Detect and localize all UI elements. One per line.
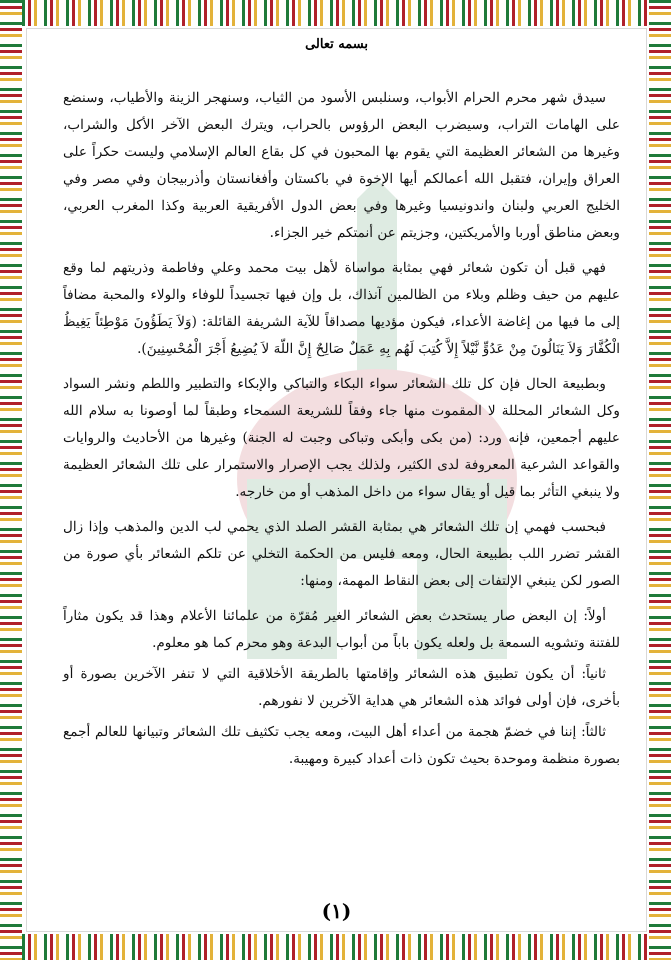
point-first: أولاً: إن البعض صار يستحدث بعض الشعائر الغير مُقرّة من علمائنا الأعلام وهذا قد يكون مثاراً للفتنة وتشويه السمعة بل ولعله يكون باباً من أبواب البدعة وهو محرم كما هو معلوم. bbox=[63, 608, 620, 651]
decorative-border-top bbox=[0, 0, 671, 26]
page-number: (١) bbox=[321, 899, 352, 923]
decorative-border-left bbox=[0, 0, 22, 960]
point-third: ثالثاً: إننا في خضمّ هجمة من أعداء أهل البيت، ومعه يجب تكثيف تلك الشعائر وتبيانها للعالم أجمع بصورة منظمة وموحدة بحيث تكون ذات أعداد كبيرة ومهيبة. bbox=[63, 724, 620, 767]
paragraph-condolence: فهي قبل أن تكون شعائر فهي بمثابة مواساة لأهل بيت محمد وعلي وفاطمة وذريتهم لما وقع عليهم من حيف وظلم وبلاء من الظالمين آنذاك، بل وإن فيها تجسيداً للوفاء والولاء والمحبة مضافاً إلى ما فيها من إغاضة الأعداء، فيكون مؤديها مصداقاً للآية الشريفة القائلة: (وَلاَ يَطَؤُونَ مَوْطِئاً يَغِيظُ الْكُفَّارَ وَلاَ يَنَالُونَ مِنْ عَدُوٍّ نَّيْلاً إِلاَّ كُتِبَ لَهُم بِهِ عَمَلٌ صَالِحٌ إِنَّ اللّهَ لاَ يُضِيعُ أَجْرَ الْمُحْسِنِينَ). bbox=[63, 260, 620, 357]
decorative-border-bottom bbox=[0, 934, 671, 960]
paragraph-understanding: فبحسب فهمي إن تلك الشعائر هي بمثابة القشر الصلد الذي يحمي لب الدين والمذهب وإذا زال القشر تضرر اللب بطبيعة الحال، ومعه فليس من الحكمة التخلي عن تلكم الشعائر بأي صورة من الصور لكن ينبغي الإلتفات إلى بعض النقاط المهمة، ومنها: bbox=[63, 519, 620, 589]
document-body bbox=[63, 85, 620, 777]
point-second: ثانياً: أن يكون تطبيق هذه الشعائر وإقامتها بالطريقة الأخلاقية التي لا تنفر الآخرين بصورة أو بأخرى، فإن أولى فوائد هذه الشعائر هي هداية الآخرين لا نفورهم. bbox=[63, 666, 620, 709]
page-body bbox=[26, 28, 647, 932]
paragraph-rituals: وبطبيعة الحال فإن كل تلك الشعائر سواء البكاء والتباكي والإبكاء والتطبير واللطم ونشر السواد وكل الشعائر المحللة لا المقموت منها جاء وفقاً للشريعة السمحاء وطبقاً لما أوصونا به سلام الله عليهم أجمعين، فإنه ورد: (من بكى وأبكى وتباكى وجبت له الجنة) وغيرها من الأحاديث والروايات والقواعد الشرعية المعروفة لدى الكثير، ولذلك يجب الإصرار والاستمرار على تلك الشعائر العظيمة ولا ينبغي التأثر بما قيل أو يقال سواء من داخل المذهب أو من خارجه. bbox=[63, 376, 620, 500]
page-title: بسمه تعالى bbox=[305, 37, 368, 52]
paragraph-intro: سيدق شهر محرم الحرام الأبواب، وسنلبس الأسود من الثياب، وسنهجر الزينة والأطياب، وسنضع على الهامات التراب، وسيضرب البعض الرؤوس بالحراب، ويترك البعض الآخر الأكل والشراب، وغيرها من الشعائر العظيمة التي يقوم بها المحبون في كل بقاع العالم الإسلامي وليست حكراً على العراق وإيران، فتقبل الله أعمالكم أيها الإخوة في باكستان وأفغانستان وأذربيجان وفي مصر وفي الخليج العربي ولبنان واندونيسيا وغيرها وفي بعض الدول الأفريقية العربية وكذا المغرب العربي، وبعض مناطق أوربا والأمريكتين، وجزيتم عن أنمتكم خير الجزاء. bbox=[63, 90, 620, 241]
decorative-border-right bbox=[649, 0, 671, 960]
